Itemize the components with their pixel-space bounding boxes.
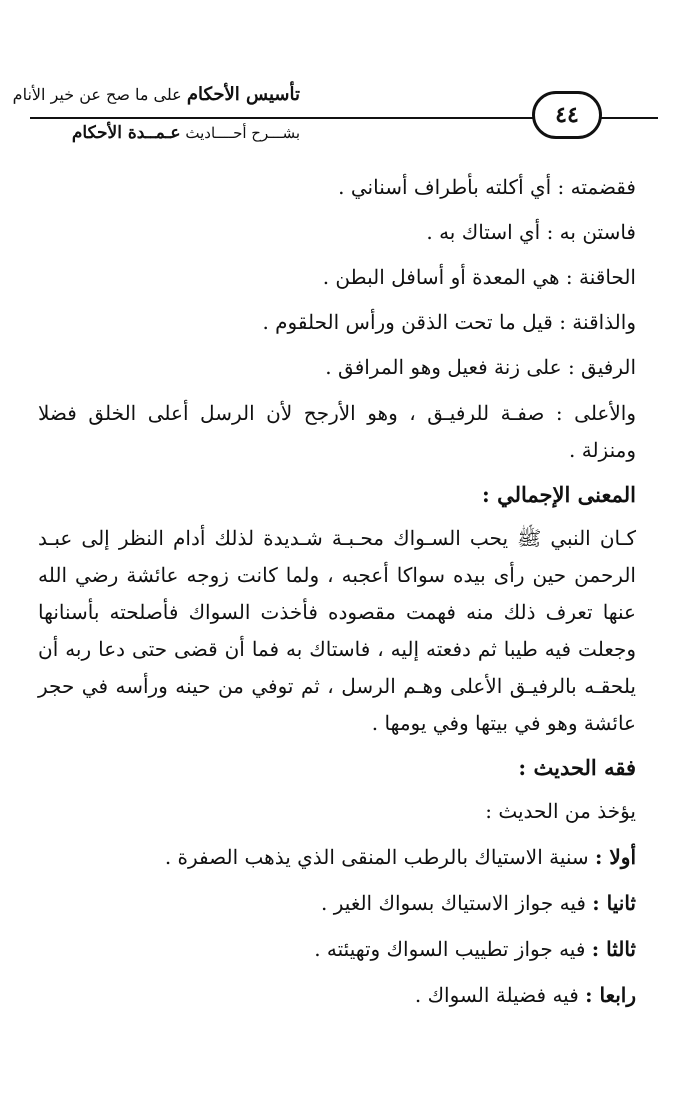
fiqh-intro: يؤخذ من الحديث : [485,799,636,823]
fiqh-point [38,839,636,885]
point-label: أولا : [595,845,636,869]
fiqh-point [38,931,636,977]
point-label: رابعا : [585,983,636,1007]
point-text: فيه فضيلة السواك . [414,983,579,1007]
subtitle-prefix: بشـــرح أحــــاديث [185,124,300,142]
page-body [38,170,636,1023]
definition-paragraph: والأعلى : صفـة للرفيـق ، وهو الأرجح لأن الرسل أعلى الخلق فضلا ومنزلة . [38,401,636,462]
definition-line: فقضمته : أي أكلته بأطراف أسناني . [338,175,636,199]
header-rule-right [600,117,658,119]
definition-line: فاستن به : أي استاك به . [426,220,636,244]
fiqh-point [38,885,636,931]
point-text: فيه جواز تطييب السواك وتهيئته . [314,937,586,961]
definition-line: والذاقنة : قيل ما تحت الذقن ورأس الحلقوم . [262,310,636,334]
point-label: ثانيا : [592,891,636,915]
section-heading-fiqh: فقه الحديث : [518,755,636,780]
page-number-badge [532,91,602,139]
book-title-rest: على ما صح عن خير الأنام [12,85,182,104]
running-header-subtitle [30,123,300,143]
book-title-bold: تأسيس الأحكام [186,84,300,105]
point-label: ثالثا : [591,937,636,961]
page-number: ٤٤ [555,102,579,128]
fiqh-point [38,977,636,1023]
subtitle-bold: عـمــدة الأحكام [71,123,181,143]
definition-line: الحاقنة : هي المعدة أو أسافل البطن . [322,265,636,289]
point-text: سنية الاستياك بالرطب المنقى الذي يذهب الصفرة . [164,845,589,869]
header-rule-left [30,117,535,119]
point-text: فيه جواز الاستياك بسواك الغير . [321,891,586,915]
definition-line: الرفيق : على زنة فعيل وهو المرافق . [325,355,636,379]
meaning-paragraph: كـان النبي ﷺ يحب السـواك محـبـة شـديدة لذلك أدام النظر إلى عبـد الرحمن حين رأى بيده سواكا أعجبه ، ولما كانت زوجه عائشة رضي الله عنها تعرف ذلك منه فهمت مقصوده فأخذت السواك فأصلحته بأسنانها وجعلت فيه طيبا ثم دفعته إليه ، فاستاك به فما أن قضى حتى دعا ربه أن يلحقـه بالرفيـق الأعلى وهـم الرسل ، ثم توفي من حينه ورأسه في حجر عائشة وهو في بيتها وفي يومها . [38,526,636,735]
section-heading-meaning: المعنى الإجمالي : [482,482,636,507]
running-header-title [12,84,300,105]
